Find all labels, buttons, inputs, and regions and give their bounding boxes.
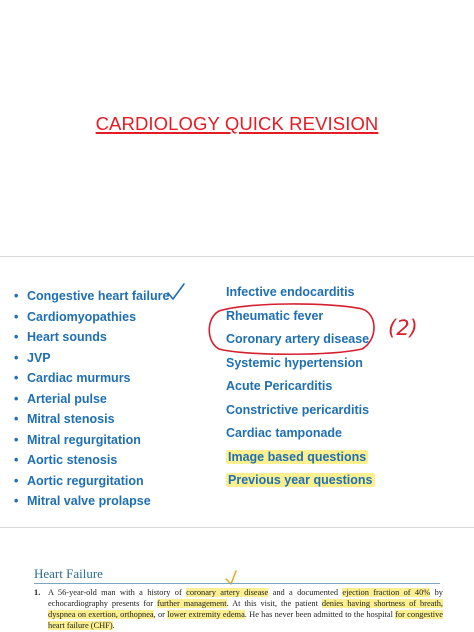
topic-label: Constrictive pericarditis [226,402,370,417]
question-text: A 56-year-old man with a history of coronary artery disease and a documented ejection fraction of 40% by echocardiography presents for further management. At this visit, the patient denies having shortness of breath, dyspnea on exertion, orthopnea, or lower extremity edema. He has never been admitted to the hospital for congestive heart failure (CHF). [48,588,444,630]
slide-title: CARDIOLOGY QUICK REVISION [95,113,379,134]
bullet-icon: • [14,309,19,324]
bullet-icon: • [14,391,19,406]
ink-circle [209,304,374,354]
topic-label: Heart sounds [27,330,107,344]
bullet-icon: • [14,453,19,467]
topic-label: Cardiac tamponade [226,426,343,440]
topic-label: Congestive heart failure [27,289,170,303]
topic-label: Infective endocarditis [226,285,355,299]
topic-label: Aortic stenosis [27,453,118,467]
heading-rule [34,583,440,584]
bullet-icon: • [14,494,19,508]
bullet-icon: • [14,432,19,447]
question-slide [0,540,474,632]
bullet-icon: • [14,330,19,344]
bullet-icon: • [14,412,19,426]
topic-label: Previous year questions [228,473,373,487]
bullet-icon: • [14,289,19,303]
topic-label: Mitral stenosis [27,412,115,426]
question-number: 1. [34,588,41,597]
checkmark-icon [168,284,184,299]
topic-label: Mitral regurgitation [27,432,141,447]
topics-slide [0,262,474,524]
topic-label: Aortic regurgitation [27,473,144,488]
title-slide [0,0,474,256]
topic-label: Cardiac murmurs [27,371,131,385]
topic-label: Mitral valve prolapse [27,494,151,508]
topic-label: Arterial pulse [27,391,107,406]
topic-label: Cardiomyopathies [27,309,137,324]
ink-annotations [0,262,474,524]
topic-label: Coronary artery disease [226,332,370,346]
topic-label: Rheumatic fever [226,308,324,323]
topic-label: JVP [27,350,51,365]
bullet-icon: • [14,371,19,385]
topic-label: Systemic hypertension [226,355,363,370]
section-heading: Heart Failure [34,566,103,581]
slide-divider [0,527,474,528]
bullet-icon: • [14,473,19,488]
bullet-icon: • [14,350,19,365]
topic-label: Image based questions [228,449,367,464]
handwritten-note: (2) [388,316,418,340]
slide-divider [0,256,474,257]
topic-label: Acute Pericarditis [226,379,333,393]
